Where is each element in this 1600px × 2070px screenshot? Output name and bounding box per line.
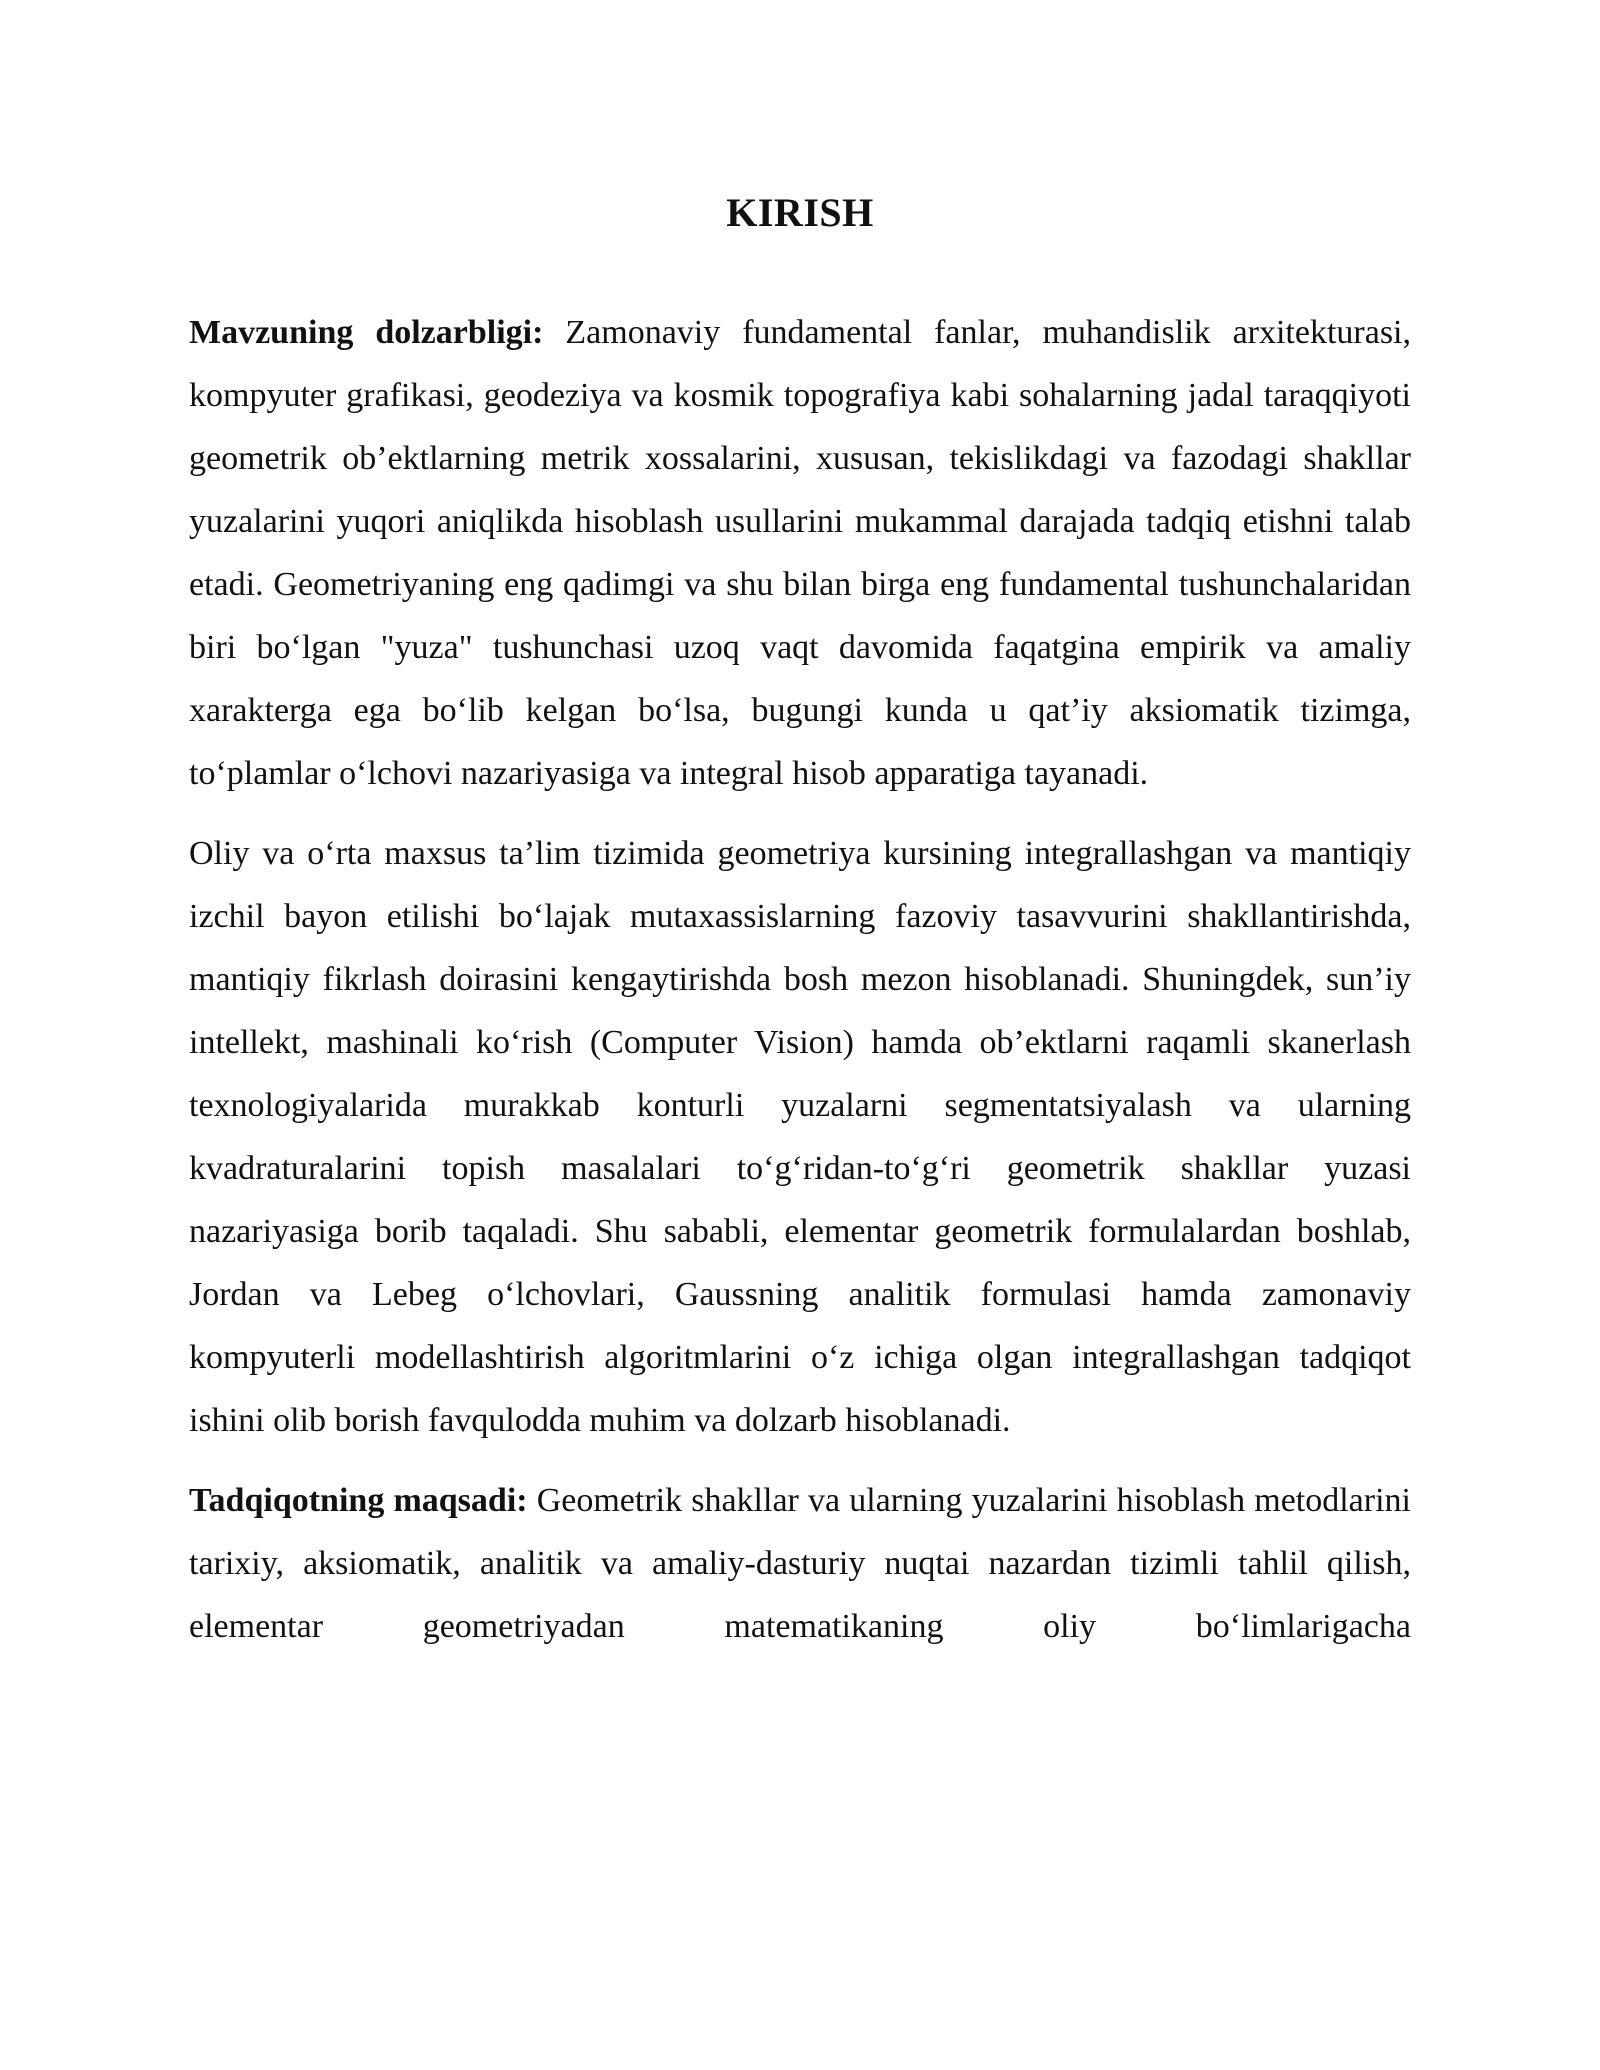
paragraph-text: Oliy va o‘rta maxsus ta’lim tizimida geometriya kursining integrallashgan va mantiqiy izchil bayon etilishi bo‘lajak mutaxassislarning fazoviy tasavvurini shakllantirishda, mantiqiy fikrlash doirasini kengaytirishda bosh mezon hisoblanadi. Shuningdek, sun’iy intellekt, mashinali ko‘rish (Computer Vision) hamda ob’ektlarni raqamli skanerlash texnologiyalarida murakkab konturli yuzalarni segmentatsiyalash va ularning kvadraturalarini topish masalalari to‘g‘ridan-to‘g‘ri geometrik shakllar yuzasi nazariyasiga borib taqaladi. Shu sababli, elementar geometrik formulalardan boshlab, Jordan va Lebeg o‘lchovlari, Gaussning analitik formulasi hamda zamonaviy kompyuterli modellashtirish algoritmlarini o‘z ichiga olgan integrallashgan tadqiqot ishini olib borish favqulodda muhim va dolzarb hisoblanadi. — [189, 835, 1411, 1439]
paragraph-education — [189, 822, 1411, 1452]
paragraph-clip — [189, 1469, 1411, 1658]
paragraph-relevance — [189, 301, 1411, 805]
paragraph-text: Geometrik shakllar va ularning yuzalarini hisoblash metodlarini tarixiy, aksiomatik, analitik va amaliy-dasturiy nuqtai nazardan tizimli tahlil qilish, elementar geometriyadan matematikaning oliy bo‘limlarigacha — [189, 1482, 1411, 1645]
page-title: KIRISH — [726, 190, 874, 235]
paragraph-label: Tadqiqotning maqsadi: — [189, 1482, 528, 1519]
paragraph-goal — [189, 1469, 1411, 1658]
paragraph-label: Mavzuning dolzarbligi: — [189, 314, 544, 351]
document-body — [189, 301, 1411, 1658]
paragraph-text: Zamonaviy fundamental fanlar, muhandislik arxitekturasi, kompyuter grafikasi, geodeziya va kosmik topografiya kabi sohalarning jadal taraqqiyoti geometrik ob’ektlarning metrik xossalarini, xususan, tekislikdagi va fazodagi shakllar yuzalarini yuqori aniqlikda hisoblash usullarini mukammal darajada tadqiq etishni talab etadi. Geometriyaning eng qadimgi va shu bilan birga eng fundamental tushunchalaridan biri bo‘lgan "yuza" tushunchasi uzoq vaqt davomida faqatgina empirik va amaliy xarakterga ega bo‘lib kelgan bo‘lsa, bugungi kunda u qat’iy aksiomatik tizimga, to‘plamlar o‘lchovi nazariyasiga va integral hisob apparatiga tayanadi. — [189, 314, 1411, 792]
